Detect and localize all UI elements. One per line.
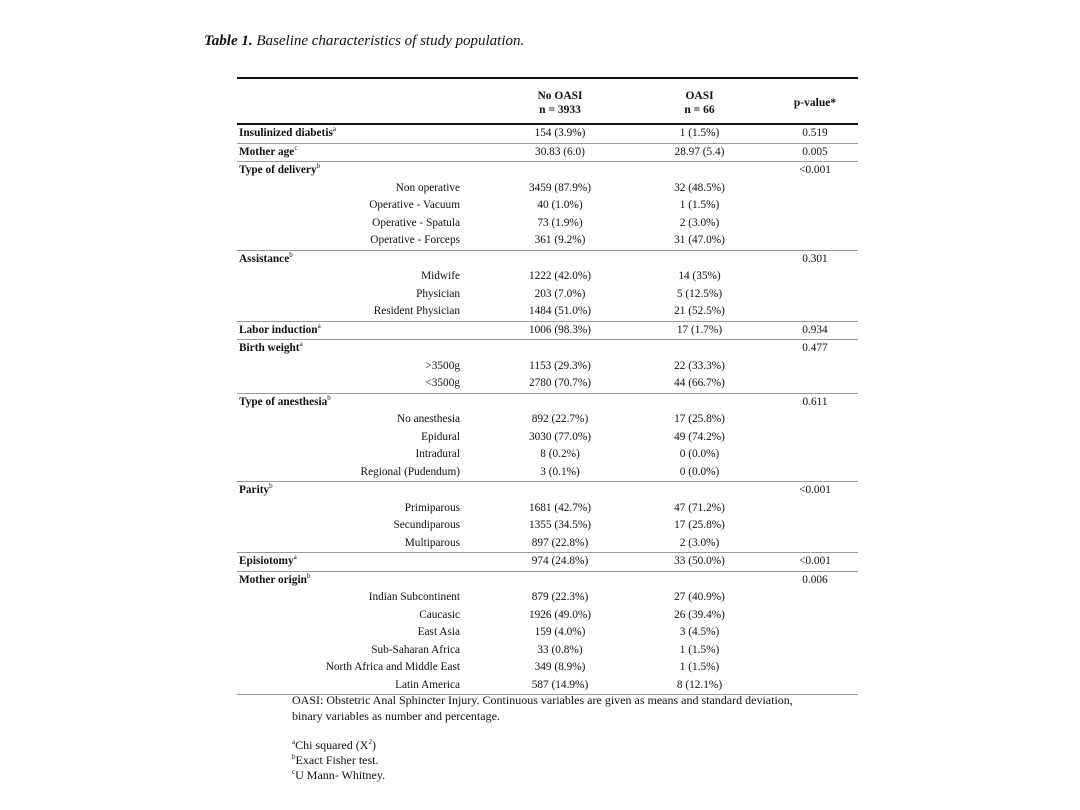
header-oasi-label: OASI: [685, 90, 714, 102]
footnote-mark: a: [292, 738, 296, 746]
table-row: [237, 251, 858, 269]
row-sublabel: East Asia: [417, 626, 460, 638]
row-label: [239, 394, 331, 412]
cell-no-oasi: 1681 (42.7%): [528, 501, 592, 514]
row-footnote-mark: b: [269, 482, 273, 490]
row-label-text: Labor induction: [239, 323, 318, 336]
cell-no-oasi: 879 (22.3%): [531, 591, 589, 603]
table-body: [237, 125, 858, 695]
footnote: [292, 738, 376, 753]
cell-oasi: 27 (40.9%): [674, 591, 725, 603]
row-label: [239, 553, 297, 571]
table-subrow: [237, 659, 858, 677]
row-sublabel: >3500g: [425, 359, 460, 372]
table-subrow: [237, 517, 858, 535]
cell-no-oasi: 1484 (51.0%): [528, 305, 592, 317]
cell-no-oasi: 33 (0.8%): [537, 643, 583, 656]
cell-no-oasi: 349 (8.9%): [534, 661, 586, 673]
cell-p-value: 0.519: [802, 127, 828, 139]
footnote-mark: c: [292, 768, 296, 776]
cell-no-oasi: 40 (1.0%): [537, 199, 583, 211]
cell-oasi: 26 (39.4%): [674, 608, 725, 621]
header-oasi-n: n = 66: [684, 104, 715, 116]
row-sublabel: Secundiparous: [393, 519, 460, 531]
table-row: [237, 340, 858, 358]
footnote-superscript: 2: [368, 738, 372, 746]
cell-no-oasi: 974 (24.8%): [531, 555, 589, 567]
row-footnote-mark: b: [306, 571, 311, 580]
cell-oasi: 8 (12.1%): [676, 678, 723, 691]
row-sublabel: Non operative: [395, 181, 460, 194]
cell-p-value: <0.001: [799, 555, 831, 567]
cell-oasi: 0 (0.0%): [679, 465, 720, 478]
row-sublabel: Regional (Pudendum): [360, 465, 460, 478]
row-sublabel: <3500g: [425, 377, 460, 389]
cell-oasi: 2 (3.0%): [679, 536, 720, 549]
table-row: [237, 125, 858, 144]
row-label-text: Insulinized diabetis: [239, 127, 333, 139]
row-sublabel: Caucasic: [419, 608, 460, 621]
table-header: [237, 79, 858, 123]
cell-no-oasi: 203 (7.0%): [534, 287, 586, 300]
cell-oasi: 32 (48.5%): [674, 181, 725, 194]
row-footnote-mark: a: [332, 125, 336, 133]
cell-no-oasi: 3 (0.1%): [540, 465, 580, 478]
row-label: [239, 340, 303, 358]
table-note: OASI: Obstetric Anal Sphincter Injury. Continuous variables are given as means and standard deviation, binary variables as number and percentage.: [292, 693, 793, 723]
cell-oasi: 1 (1.5%): [679, 199, 720, 211]
row-sublabel: Indian Subcontinent: [368, 591, 460, 603]
table-subrow: [237, 464, 858, 483]
cell-oasi: 17 (25.8%): [674, 413, 725, 425]
cell-oasi: 17 (1.7%): [676, 323, 723, 336]
footnote-mark: b: [292, 753, 296, 761]
row-footnote-mark: c: [294, 143, 298, 152]
baseline-table: [237, 77, 858, 695]
row-footnote-mark: a: [293, 553, 297, 561]
row-sublabel: Intradural: [415, 448, 460, 460]
cell-p-value: 0.005: [802, 145, 828, 158]
cell-oasi: 2 (3.0%): [679, 216, 720, 229]
row-label: [239, 125, 336, 143]
table-subrow: [237, 268, 858, 286]
cell-no-oasi: 154 (3.9%): [534, 127, 586, 139]
table-subrow: [237, 375, 858, 394]
row-sublabel: Primiparous: [404, 501, 460, 514]
table-subrow: [237, 215, 858, 233]
row-label-text: Mother origin: [239, 573, 307, 586]
table-row: [237, 482, 858, 500]
cell-no-oasi: 1222 (42.0%): [528, 270, 592, 282]
table-number: Table 1.: [204, 33, 253, 49]
cell-no-oasi: 159 (4.0%): [534, 626, 586, 638]
table-subrow: [237, 197, 858, 215]
row-label: [239, 144, 297, 162]
cell-no-oasi: 1006 (98.3%): [528, 323, 592, 336]
cell-oasi: 5 (12.5%): [676, 287, 723, 300]
cell-oasi: 3 (4.5%): [679, 626, 720, 638]
row-footnote-mark: b: [316, 162, 321, 170]
cell-oasi: 28.97 (5.4): [674, 145, 725, 158]
cell-p-value: 0.301: [802, 252, 828, 265]
row-label-text: Assistance: [239, 252, 290, 265]
header-oasi: [642, 89, 757, 117]
header-no-oasi-n: n = 3933: [539, 104, 581, 116]
table-subrow: [237, 500, 858, 518]
row-label: [239, 482, 273, 500]
row-label: [239, 251, 293, 269]
table-subrow: [237, 180, 858, 198]
footnote-close: ): [371, 738, 376, 752]
row-sublabel: Latin America: [395, 678, 460, 691]
footnote: [292, 768, 385, 783]
cell-no-oasi: 3459 (87.9%): [528, 181, 592, 194]
cell-oasi: 47 (71.2%): [674, 501, 725, 514]
row-sublabel: Midwife: [421, 270, 460, 282]
cell-no-oasi: 1355 (34.5%): [528, 519, 592, 531]
table-subrow: [237, 535, 858, 554]
table-caption: Baseline characteristics of study population.: [256, 33, 525, 49]
row-footnote-mark: a: [317, 321, 321, 330]
table-row: [237, 144, 858, 163]
cell-no-oasi: 3030 (77.0%): [528, 430, 592, 443]
row-footnote-mark: b: [327, 393, 331, 402]
footnote-text: U Mann- Whitney.: [295, 768, 386, 782]
cell-no-oasi: 1153 (29.3%): [529, 359, 591, 372]
table-row: [237, 162, 858, 180]
cell-no-oasi: 897 (22.8%): [531, 536, 589, 549]
row-sublabel: Sub-Saharan Africa: [371, 643, 460, 656]
cell-no-oasi: 361 (9.2%): [534, 234, 586, 246]
cell-p-value: <0.001: [799, 484, 831, 496]
table-subrow: [237, 446, 858, 464]
table-subrow: [237, 642, 858, 660]
cell-no-oasi: 2780 (70.7%): [528, 377, 592, 389]
row-label-text: Mother age: [239, 145, 295, 158]
cell-oasi: 1 (1.5%): [679, 661, 720, 673]
table-row: [237, 572, 858, 590]
row-sublabel: Resident Physician: [373, 305, 460, 317]
row-sublabel: North Africa and Middle East: [325, 661, 460, 673]
header-p-value: p-value*: [793, 97, 837, 109]
table-subrow: [237, 286, 858, 304]
footnote: [292, 753, 378, 768]
row-sublabel: Multiparous: [404, 536, 460, 549]
cell-oasi: 1 (1.5%): [679, 643, 720, 656]
row-sublabel: Physician: [416, 287, 460, 300]
table-row: [237, 322, 858, 341]
table-title: [204, 33, 524, 50]
row-sublabel: Operative - Spatula: [372, 216, 460, 229]
table-subrow: [237, 589, 858, 607]
cell-p-value: 0.477: [802, 342, 828, 354]
row-label: [239, 322, 321, 340]
row-footnote-mark: b: [289, 250, 293, 259]
table-subrow: [237, 411, 858, 429]
cell-no-oasi: 892 (22.7%): [531, 413, 589, 425]
cell-oasi: 17 (25.8%): [674, 519, 725, 531]
cell-oasi: 14 (35%): [678, 270, 721, 282]
cell-oasi: 21 (52.5%): [674, 305, 725, 317]
table-row: [237, 394, 858, 412]
cell-p-value: 0.006: [802, 573, 828, 586]
row-sublabel: Operative - Forceps: [370, 234, 460, 246]
cell-oasi: 1 (1.5%): [679, 127, 720, 139]
row-label-text: Birth weight: [239, 342, 300, 354]
row-label-text: Type of anesthesia: [239, 395, 328, 408]
cell-no-oasi: 73 (1.9%): [537, 216, 583, 229]
cell-no-oasi: 587 (14.9%): [531, 678, 589, 691]
table-row: [237, 553, 858, 572]
cell-oasi: 33 (50.0%): [674, 555, 725, 567]
table-subrow: [237, 232, 858, 251]
table-subrow: [237, 303, 858, 322]
footnote-text: Chi squared (X: [295, 738, 369, 752]
cell-no-oasi: 30.83 (6.0): [535, 145, 585, 158]
table-subrow: [237, 358, 858, 376]
cell-oasi: 31 (47.0%): [674, 234, 725, 246]
cell-p-value: <0.001: [799, 164, 831, 176]
cell-oasi: 0 (0.0%): [679, 448, 720, 460]
header-no-oasi: [500, 89, 620, 117]
row-label: [239, 572, 310, 590]
row-sublabel: Operative - Vacuum: [369, 199, 460, 211]
row-label-text: Episiotomy: [239, 555, 294, 567]
header-no-oasi-label: No OASI: [537, 90, 583, 102]
row-label-text: Type of delivery: [239, 164, 317, 176]
table-subrow: [237, 607, 858, 625]
table-subrow: [237, 429, 858, 447]
cell-p-value: 0.611: [802, 395, 828, 408]
footnote-text: Exact Fisher test.: [295, 753, 379, 767]
cell-no-oasi: 8 (0.2%): [540, 448, 580, 460]
row-footnote-mark: a: [299, 340, 303, 348]
table-subrow: [237, 624, 858, 642]
cell-p-value: 0.934: [802, 323, 828, 336]
cell-oasi: 49 (74.2%): [674, 430, 725, 443]
row-label: [239, 162, 320, 180]
cell-oasi: 22 (33.3%): [674, 359, 725, 372]
row-sublabel: No anesthesia: [396, 413, 460, 425]
cell-no-oasi: 1926 (49.0%): [528, 608, 592, 621]
row-sublabel: Epidural: [421, 430, 460, 443]
row-label-text: Parity: [239, 484, 270, 496]
cell-oasi: 44 (66.7%): [674, 377, 725, 389]
